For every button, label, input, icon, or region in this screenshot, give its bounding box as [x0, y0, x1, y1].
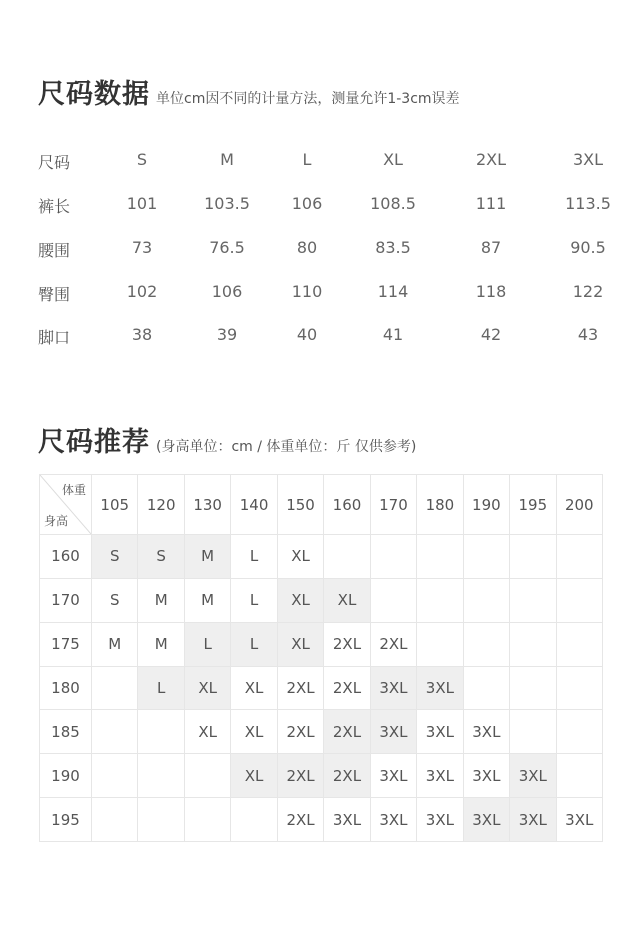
size-recommend-cell: 3XL [464, 798, 510, 842]
size-recommend-cell: L [231, 579, 277, 623]
size-recommend-cell [464, 623, 510, 667]
size-recommend-cell [557, 667, 603, 711]
measure-value: 87 [480, 238, 502, 257]
size-recommend-cell: XL [231, 754, 277, 798]
size-recommend-cell: XL [324, 579, 370, 623]
size-recommend-cell: M [92, 623, 138, 667]
size-recommend-cell [510, 710, 556, 754]
measure-value: 114 [377, 282, 409, 301]
size-recommend-heading [38, 420, 416, 459]
size-recommend-cell: 3XL [417, 667, 463, 711]
measure-value: 122 [572, 282, 604, 301]
size-recommend-cell [138, 710, 184, 754]
size-recommend-cell [464, 579, 510, 623]
size-recommend-cell [92, 798, 138, 842]
size-recommend-cell: 3XL [464, 754, 510, 798]
size-recommend-cell: 3XL [464, 710, 510, 754]
size-recommend-cell: XL [278, 623, 324, 667]
size-recommend-cell: 2XL [324, 710, 370, 754]
size-recommend-cell: S [138, 535, 184, 579]
height-header-cell: 195 [40, 798, 92, 842]
size-recommend-cell [510, 535, 556, 579]
size-recommend-cell [324, 535, 370, 579]
measure-value: 101 [126, 194, 158, 213]
size-recommend-cell: L [231, 535, 277, 579]
measure-label: 腰围 [38, 241, 71, 260]
weight-header-cell: 195 [510, 475, 556, 535]
size-recommend-cell: XL [231, 710, 277, 754]
height-header-cell: 185 [40, 710, 92, 754]
measure-value: 113.5 [565, 194, 611, 213]
height-header-cell: 190 [40, 754, 92, 798]
size-recommend-cell [557, 579, 603, 623]
size-recommend-cell: XL [231, 667, 277, 711]
size-recommend-cell: XL [278, 535, 324, 579]
weight-header-cell: 105 [92, 475, 138, 535]
size-recommend-cell: 2XL [324, 667, 370, 711]
size-recommend-cell: 2XL [278, 710, 324, 754]
size-recommend-cell: 2XL [324, 754, 370, 798]
measure-value: 103.5 [204, 194, 250, 213]
size-data-row [0, 238, 640, 262]
size-recommend-cell: XL [185, 667, 231, 711]
weight-header-cell: 180 [417, 475, 463, 535]
size-data-row [0, 282, 640, 306]
height-header-cell: 180 [40, 667, 92, 711]
measure-value: 41 [382, 325, 404, 344]
size-recommend-cell: 2XL [278, 667, 324, 711]
size-recommend-cell [92, 710, 138, 754]
weight-header-cell: 190 [464, 475, 510, 535]
measure-value: 43 [577, 325, 599, 344]
size-data-row [0, 325, 640, 349]
size-header-cell: L [302, 150, 312, 169]
size-recommend-cell: M [138, 579, 184, 623]
height-header-cell: 170 [40, 579, 92, 623]
size-recommend-cell: M [138, 623, 184, 667]
size-recommend-cell: 3XL [371, 798, 417, 842]
size-recommend-cell [92, 667, 138, 711]
size-recommend-cell: 2XL [371, 623, 417, 667]
size-recommend-cell [464, 535, 510, 579]
measure-label: 裤长 [38, 197, 71, 216]
size-recommend-cell: 3XL [371, 667, 417, 711]
size-header-cell: 3XL [572, 150, 604, 169]
size-recommend-cell: 2XL [278, 754, 324, 798]
measure-value: 108.5 [370, 194, 416, 213]
weight-axis-label: 体重 [61, 483, 86, 497]
grid-corner-cell [40, 475, 92, 535]
measure-label: 脚口 [38, 328, 71, 347]
size-recommend-cell [510, 579, 556, 623]
measure-value: 102 [126, 282, 158, 301]
size-recommend-cell [417, 579, 463, 623]
size-recommend-cell [557, 754, 603, 798]
measure-value: 83.5 [375, 238, 411, 257]
size-header-row [0, 150, 640, 174]
size-recommend-cell [185, 798, 231, 842]
measure-label: 尺码 [38, 153, 71, 172]
weight-header-cell: 170 [371, 475, 417, 535]
size-recommend-cell: L [138, 667, 184, 711]
height-header-cell: 175 [40, 623, 92, 667]
size-recommend-cell [464, 667, 510, 711]
size-recommend-cell: 3XL [417, 710, 463, 754]
weight-header-cell: 150 [278, 475, 324, 535]
weight-header-cell: 160 [324, 475, 370, 535]
weight-header-cell: 130 [185, 475, 231, 535]
measure-value: 38 [131, 325, 153, 344]
measure-value: 110 [291, 282, 323, 301]
measure-value: 40 [296, 325, 318, 344]
size-recommend-cell [231, 798, 277, 842]
size-recommend-cell [138, 754, 184, 798]
size-recommend-cell: 3XL [371, 754, 417, 798]
size-recommend-cell: XL [278, 579, 324, 623]
size-data-row [0, 194, 640, 218]
size-data-note: 单位cm因不同的计量方法，测量允许1-3cm误差 [156, 91, 460, 107]
weight-header-cell: 200 [557, 475, 603, 535]
size-recommend-cell [417, 623, 463, 667]
size-recommend-cell: S [92, 579, 138, 623]
size-recommend-cell: 3XL [417, 798, 463, 842]
size-recommend-cell [510, 667, 556, 711]
measure-value: 106 [211, 282, 243, 301]
size-recommend-cell: L [185, 623, 231, 667]
size-recommend-cell: S [92, 535, 138, 579]
measure-value: 39 [216, 325, 238, 344]
size-recommend-title: 尺码推荐 [38, 427, 150, 458]
weight-header-cell: 140 [231, 475, 277, 535]
size-recommend-cell [371, 535, 417, 579]
size-recommend-cell: 3XL [324, 798, 370, 842]
measure-value: 111 [475, 194, 507, 213]
measure-value: 80 [296, 238, 318, 257]
size-data-heading [38, 72, 460, 111]
size-recommend-cell: L [231, 623, 277, 667]
measure-value: 42 [480, 325, 502, 344]
size-recommend-cell: 3XL [557, 798, 603, 842]
size-header-cell: 2XL [475, 150, 507, 169]
size-recommend-cell [557, 535, 603, 579]
size-recommend-cell [557, 623, 603, 667]
size-recommend-cell [92, 754, 138, 798]
measure-value: 106 [291, 194, 323, 213]
size-recommend-cell: 3XL [417, 754, 463, 798]
measure-value: 90.5 [570, 238, 606, 257]
size-recommend-cell: M [185, 535, 231, 579]
size-recommend-cell: 3XL [510, 754, 556, 798]
measure-value: 73 [131, 238, 153, 257]
size-recommend-cell: 2XL [324, 623, 370, 667]
measure-value: 76.5 [209, 238, 245, 257]
size-recommend-cell [138, 798, 184, 842]
size-recommend-cell: 3XL [510, 798, 556, 842]
size-recommend-cell [371, 579, 417, 623]
size-recommend-grid [39, 474, 603, 842]
weight-header-cell: 120 [138, 475, 184, 535]
size-recommend-note: (身高单位：cm / 体重单位：斤 仅供参考) [156, 439, 417, 455]
size-recommend-cell [510, 623, 556, 667]
size-header-cell: XL [383, 150, 403, 169]
size-recommend-cell: 3XL [371, 710, 417, 754]
measure-label: 臀围 [38, 285, 71, 304]
size-recommend-cell [557, 710, 603, 754]
height-axis-label: 身高 [44, 514, 69, 528]
size-recommend-cell [185, 754, 231, 798]
size-recommend-cell: XL [185, 710, 231, 754]
size-header-cell: S [136, 150, 148, 169]
measure-value: 118 [475, 282, 507, 301]
height-header-cell: 160 [40, 535, 92, 579]
size-recommend-cell: 2XL [278, 798, 324, 842]
size-recommend-cell [417, 535, 463, 579]
size-data-title: 尺码数据 [38, 79, 150, 110]
size-header-cell: M [220, 150, 234, 169]
size-recommend-cell: M [185, 579, 231, 623]
